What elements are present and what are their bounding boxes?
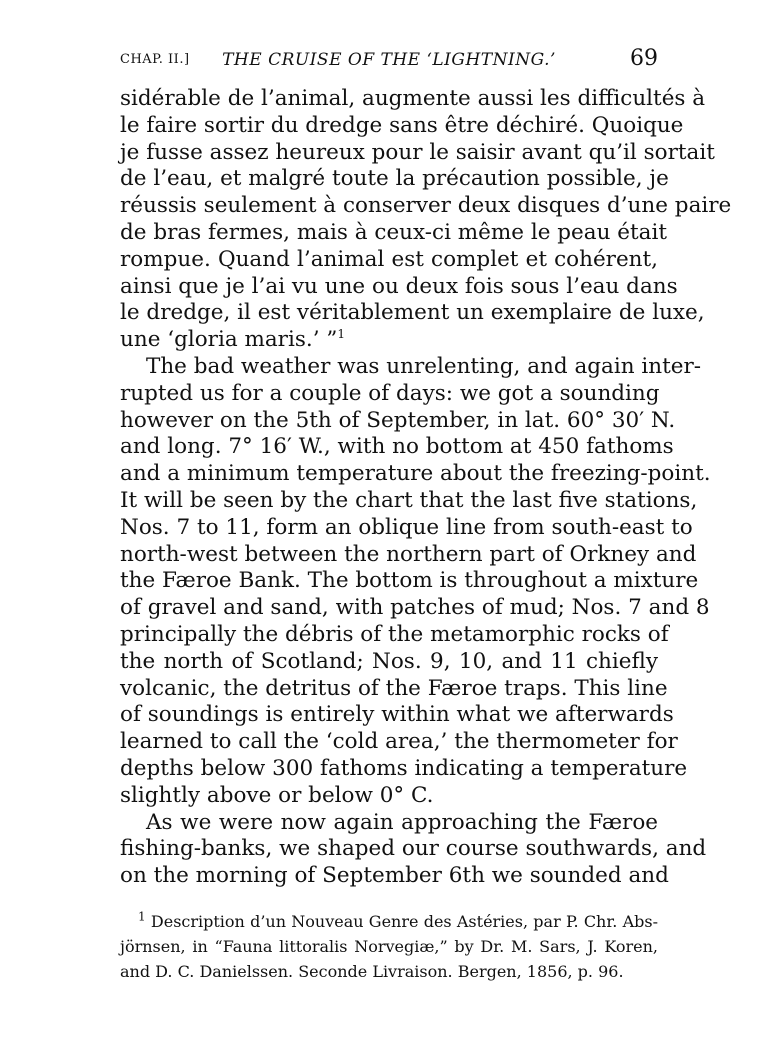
text-line: le dredge, il est véritablement un exemplaire de luxe, bbox=[120, 300, 705, 326]
footnote-line bbox=[120, 909, 658, 934]
paragraph-end-line: slightly above or below 0° C. bbox=[120, 782, 434, 808]
paragraph-start-line: The bad weather was unrelenting, and again inter- bbox=[146, 353, 702, 379]
body-text bbox=[120, 86, 732, 890]
paragraph-start-line: As we were now again approaching the Færoe bbox=[146, 809, 658, 835]
text-line: the Færoe Bank. The bottom is throughout a mixture bbox=[120, 568, 699, 594]
text-line: de l’eau, et malgré toute la précaution possible, je bbox=[120, 166, 669, 192]
text-line: le faire sortir du dredge sans être déchiré. Quoique bbox=[120, 112, 684, 138]
text-line: de bras fermes, mais à ceux-ci même le peau était bbox=[120, 219, 667, 245]
text-line: however on the 5th of September, in lat. 60° 30′ N. bbox=[120, 407, 676, 433]
running-header bbox=[120, 46, 658, 78]
quote-end-line bbox=[120, 327, 658, 354]
text-line: une ‘gloria maris.’ ” bbox=[120, 327, 338, 353]
text-line: learned to call the ‘cold area,’ the thermometer for bbox=[120, 729, 678, 755]
text-line: réussis seulement à conserver deux disques d’une paire bbox=[120, 193, 732, 219]
text-line: rupted us for a couple of days: we got a sounding bbox=[120, 380, 660, 406]
text-line: fishing-banks, we shaped our course southwards, and bbox=[120, 836, 707, 862]
page-number: 69 bbox=[630, 46, 658, 71]
text-line: depths below 300 fathoms indicating a temperature bbox=[120, 755, 688, 781]
text-line: principally the débris of the metamorphic rocks of bbox=[120, 621, 669, 647]
text-line: It will be seen by the chart that the last five stations, bbox=[120, 487, 698, 513]
text-line: ainsi que je l’ai vu une ou deux fois sous l’eau dans bbox=[120, 273, 678, 299]
footnote-line: and D. C. Danielssen. Seconde Livraison. Bergen, 1856, p. 96. bbox=[120, 962, 624, 981]
text-line: and long. 7° 16′ W., with no bottom at 450 fathoms bbox=[120, 434, 674, 460]
text-line: and a minimum temperature about the freezing-point. bbox=[120, 461, 711, 487]
text-line: Nos. 7 to 11, form an oblique line from south-east to bbox=[120, 514, 693, 540]
text-line: of soundings is entirely within what we afterwards bbox=[120, 702, 674, 728]
text-line: volcanic, the detritus of the Færoe traps. This line bbox=[120, 675, 668, 701]
text-line: rompue. Quand l’animal est complet et cohérent, bbox=[120, 246, 658, 272]
text-line: north-west between the northern part of Orkney and bbox=[120, 541, 697, 567]
text-line: the north of Scotland; Nos. 9, 10, and 11 chiefly bbox=[120, 648, 658, 674]
text-line: on the morning of September 6th we sounded and bbox=[120, 863, 669, 889]
chapter-label: CHAP. II.] bbox=[120, 52, 190, 67]
text-line: of gravel and sand, with patches of mud; Nos. 7 and 8 bbox=[120, 595, 710, 621]
text-line: je fusse assez heureux pour le saisir avant qu’il sortait bbox=[120, 139, 715, 165]
footnote-marker: 1 bbox=[138, 909, 146, 924]
footnote-reference[interactable]: 1 bbox=[337, 327, 346, 342]
footnote bbox=[120, 909, 658, 984]
text-line: sidérable de l’animal, augmente aussi les difficultés à bbox=[120, 86, 706, 111]
footnote-text: Description d’un Nouveau Genre des Astéries, par P. Chr. Abs- bbox=[150, 912, 658, 931]
running-title: THE CRUISE OF THE ‘LIGHTNING.’ bbox=[222, 50, 556, 70]
footnote-line: jörnsen, in “Fauna littoralis Norvegiæ,” by Dr. M. Sars, J. Koren, bbox=[120, 937, 658, 956]
